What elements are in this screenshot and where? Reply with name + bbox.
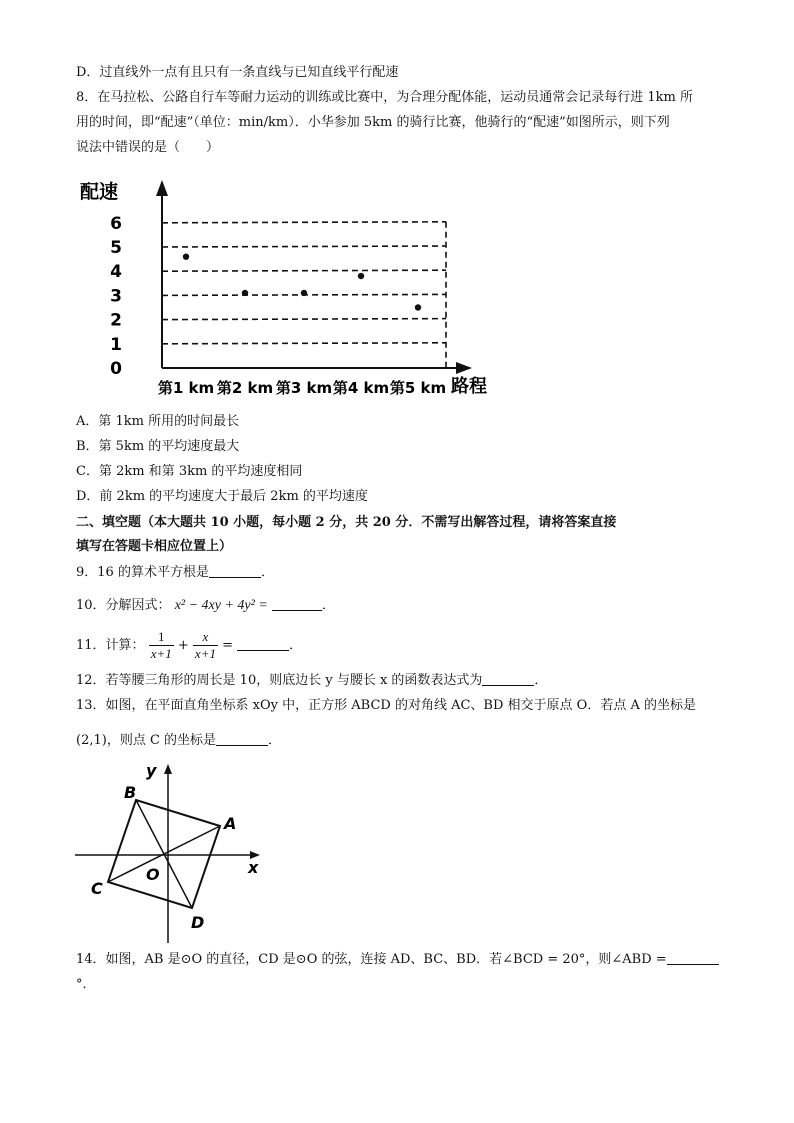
q12-end: ． bbox=[534, 673, 548, 688]
x-category-label-5: 第5 km bbox=[389, 379, 447, 397]
point-a-label: A bbox=[224, 814, 237, 833]
q8-option-a: A．第 1km 所用的时间最长 bbox=[76, 414, 240, 429]
point-o-label: O bbox=[146, 865, 160, 884]
gridline-4 bbox=[162, 270, 446, 271]
y-axis-arrow-icon bbox=[156, 180, 168, 196]
q13-line2-text: (2,1)，则点 C 的坐标是 bbox=[76, 733, 217, 748]
gridline-6 bbox=[162, 222, 446, 223]
y-axis-label: y bbox=[146, 761, 157, 780]
q10-prefix: 10．分解因式： bbox=[76, 598, 171, 613]
data-point-3 bbox=[301, 290, 307, 296]
q10-answer-blank[interactable] bbox=[272, 596, 322, 611]
q9-end: ． bbox=[260, 565, 274, 580]
q11-fraction-2-numerator: x bbox=[193, 629, 218, 646]
q13-answer-blank[interactable] bbox=[216, 731, 268, 746]
q11-equals: = bbox=[222, 638, 234, 653]
q10-end: ． bbox=[321, 598, 335, 613]
x-category-label-1: 第1 km bbox=[157, 379, 215, 397]
q11-prefix: 11．计算： bbox=[76, 638, 145, 653]
q11-plus: + bbox=[177, 638, 189, 653]
q11-end: ． bbox=[289, 638, 303, 653]
q11-fraction-1 bbox=[149, 629, 174, 662]
point-d-label: D bbox=[191, 913, 205, 932]
data-point-1 bbox=[183, 253, 189, 259]
q12-answer-blank[interactable] bbox=[482, 671, 534, 686]
q8-stem-line3: 说法中错误的是（ ） bbox=[76, 140, 220, 155]
q8-stem-line1: 8．在马拉松、公路自行车等耐力运动的训练或比赛中，为合理分配体能，运动员通常会记录每行进 1km 所 bbox=[76, 90, 694, 105]
q9-answer-blank[interactable] bbox=[209, 563, 261, 578]
y-axis-arrow-icon bbox=[164, 764, 172, 774]
gridline-1 bbox=[162, 343, 446, 344]
y-tick-label-6: 6 bbox=[110, 213, 122, 234]
q9-text: 9．16 的算术平方根是 bbox=[76, 565, 209, 580]
x-axis-label: x bbox=[248, 858, 259, 877]
y-tick-label-0: 0 bbox=[110, 359, 122, 379]
q11-fraction-2-denominator: x+1 bbox=[194, 646, 216, 661]
gridline-2 bbox=[162, 319, 446, 320]
q11-fraction-2 bbox=[193, 629, 218, 662]
q13-stem-line2 bbox=[76, 731, 281, 751]
x-axis-arrow-icon bbox=[456, 362, 472, 374]
section2-header-line1: 二、填空题（本大题共 10 小题，每小题 2 分，共 20 分．不需写出解答过程，请将答案直接 bbox=[76, 515, 617, 530]
data-point-2 bbox=[242, 290, 248, 296]
q13-figure bbox=[70, 760, 270, 945]
y-tick-label-4: 4 bbox=[110, 262, 122, 283]
q8-stem-line2: 用的时间，即“配速”（单位：min/km）．小华参加 5km 的骑行比赛，他骑行的“配速”如图所示，则下列 bbox=[76, 115, 670, 130]
x-category-label-3: 第3 km bbox=[275, 379, 333, 397]
x-axis-title: 路程 bbox=[451, 376, 487, 397]
q14-text: 14．如图，AB 是⊙O 的直径，CD 是⊙O 的弦，连接 AD、BC、BD．若∠BCD = 20°，则∠ABD = bbox=[76, 952, 667, 967]
data-point-4 bbox=[358, 273, 364, 279]
q9 bbox=[76, 563, 274, 583]
diagonal-bd bbox=[136, 800, 192, 908]
gridline-5 bbox=[162, 246, 446, 247]
y-axis-title: 配速 bbox=[80, 181, 119, 203]
q14-stem-line2: °． bbox=[76, 977, 96, 992]
q13-end: ． bbox=[268, 733, 282, 748]
x-category-label-2: 第2 km bbox=[216, 379, 274, 397]
y-tick-label-3: 3 bbox=[110, 286, 122, 307]
q11-answer-blank[interactable] bbox=[237, 636, 289, 651]
x-category-label-4: 第4 km bbox=[332, 379, 390, 397]
q10-expression: x² − 4xy + 4y² = bbox=[174, 598, 268, 613]
y-tick-label-1: 1 bbox=[110, 334, 122, 355]
q12-text: 12．若等腰三角形的周长是 10，则底边长 y 与腰长 x 的函数表达式为 bbox=[76, 673, 483, 688]
q13-stem-line1: 13．如图，在平面直角坐标系 xOy 中，正方形 ABCD 的对角线 AC、BD 相交于原点 O．若点 A 的坐标是 bbox=[76, 698, 696, 713]
point-b-label: B bbox=[124, 783, 137, 802]
q12 bbox=[76, 671, 547, 691]
y-tick-label-2: 2 bbox=[110, 310, 122, 331]
section2-header-line2: 填写在答题卡相应位置上） bbox=[76, 539, 233, 554]
y-tick-label-5: 5 bbox=[110, 238, 122, 258]
q11-fraction-1-denominator: x+1 bbox=[150, 646, 172, 661]
q8-option-d: D．前 2km 的平均速度大于最后 2km 的平均速度 bbox=[76, 489, 368, 504]
data-point-5 bbox=[415, 304, 421, 310]
point-c-label: C bbox=[91, 879, 103, 898]
q8-option-c: C．第 2km 和第 3km 的平均速度相同 bbox=[76, 464, 303, 479]
pace-chart bbox=[76, 170, 496, 400]
q11-fraction-1-numerator: 1 bbox=[149, 629, 174, 646]
q11 bbox=[76, 626, 302, 666]
q7-option-d: D．过直线外一点有且只有一条直线与已知直线平行配速 bbox=[76, 65, 399, 80]
q14-answer-blank[interactable] bbox=[667, 950, 719, 965]
q14-stem-line1 bbox=[76, 950, 719, 970]
q8-option-b: B．第 5km 的平均速度最大 bbox=[76, 439, 240, 454]
q10 bbox=[76, 596, 335, 616]
